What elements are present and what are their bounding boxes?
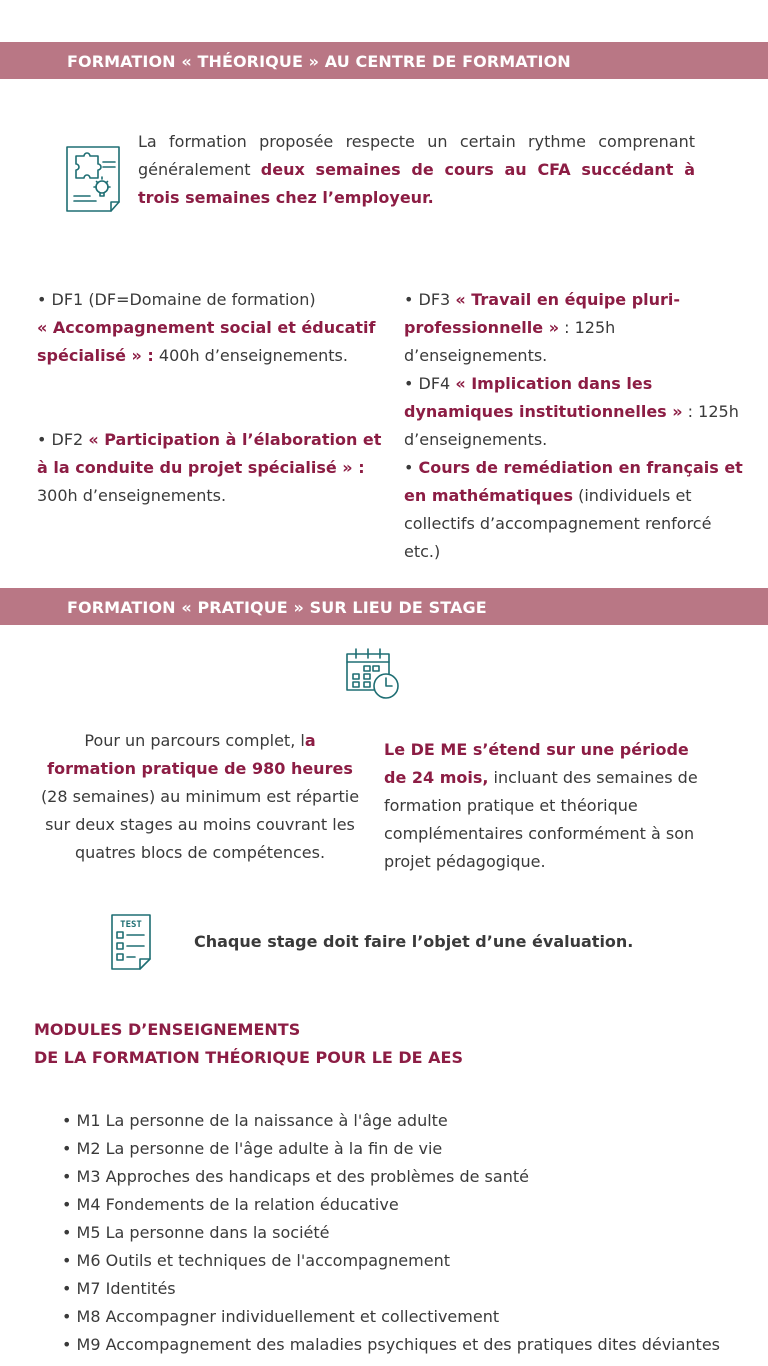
calendar-clock-icon xyxy=(344,646,402,700)
modules-title-line1: MODULES D’ENSEIGNEMENTS xyxy=(34,1020,301,1039)
modules-list xyxy=(62,1107,720,1359)
practice-right-accent: Le DE ME s’étend sur une période de 24 mois, xyxy=(384,740,689,787)
remediation-detail: (individuels et collectifs d’accompagnement renforcé etc.) xyxy=(404,486,712,561)
intro-paragraph xyxy=(138,128,695,212)
intro-plain-text: La formation proposée respecte un certain rythme comprenant généralement xyxy=(138,132,695,179)
df4-prefix: • DF4 xyxy=(404,374,456,393)
df1-hours: 400h d’enseignements. xyxy=(153,346,348,365)
section-title-pratique: FORMATION « PRATIQUE » SUR LIEU DE STAGE xyxy=(67,598,487,617)
practice-right-paragraph xyxy=(384,736,714,876)
df3-hours: : 125h d’enseignements. xyxy=(404,318,616,365)
module-item: • M7 Identités xyxy=(62,1275,720,1303)
df1-prefix: • DF1 (DF=Domaine de formation) xyxy=(37,290,316,309)
df1-title: « Accompagnement social et éducatif spécialisé » : xyxy=(37,318,376,365)
section-band-theorique xyxy=(0,42,768,79)
test-checklist-icon xyxy=(110,913,152,971)
practice-right-plain: incluant des semaines de formation pratique et théorique complémentaires conformément à son projet pédagogique. xyxy=(384,768,698,871)
domain-df2 xyxy=(37,426,382,510)
domain-df4 xyxy=(404,370,744,454)
section-title-theorique: FORMATION « THÉORIQUE » AU CENTRE DE FORMATION xyxy=(67,52,571,71)
domain-df3 xyxy=(404,286,744,370)
modules-title-line2: DE LA FORMATION THÉORIQUE POUR LE DE AES xyxy=(34,1048,463,1067)
modules-title xyxy=(34,1016,463,1072)
module-item: • M6 Outils et techniques de l'accompagnement xyxy=(62,1247,720,1275)
df2-title: « Participation à l’élaboration et à la conduite du projet spécialisé » : xyxy=(37,430,382,477)
intro-accent-text: deux semaines de cours au CFA succédant à trois semaines chez l’employeur. xyxy=(138,160,695,207)
section-band-pratique xyxy=(0,588,768,625)
domain-df1 xyxy=(37,286,382,370)
practice-left-paragraph xyxy=(40,727,360,867)
practice-left-plain1: Pour un parcours complet, l xyxy=(84,731,305,750)
module-item: • M3 Approches des handicaps et des problèmes de santé xyxy=(62,1163,720,1191)
df2-prefix: • DF2 xyxy=(37,430,89,449)
module-item: • M9 Accompagnement des maladies psychiques et des pratiques dites déviantes xyxy=(62,1331,720,1359)
puzzle-document-icon xyxy=(64,144,122,214)
df4-hours: : 125h d’enseignements. xyxy=(404,402,739,449)
domain-remediation xyxy=(404,454,744,566)
module-item: • M8 Accompagner individuellement et collectivement xyxy=(62,1303,720,1331)
remediation-prefix: • xyxy=(404,458,419,477)
module-item: • M4 Fondements de la relation éducative xyxy=(62,1191,720,1219)
remediation-title: Cours de remédiation en français et en mathématiques xyxy=(404,458,743,505)
practice-left-plain2: (28 semaines) au minimum est répartie sur deux stages au moins couvrant les quatres blocs de compétences. xyxy=(40,787,360,862)
df4-title: « Implication dans les dynamiques institutionnelles » xyxy=(404,374,683,421)
module-item: • M1 La personne de la naissance à l'âge adulte xyxy=(62,1107,720,1135)
df2-hours: 300h d’enseignements. xyxy=(37,486,227,505)
evaluation-statement: Chaque stage doit faire l’objet d’une évaluation. xyxy=(194,932,634,951)
df3-prefix: • DF3 xyxy=(404,290,456,309)
test-icon-label: TEST xyxy=(120,920,142,930)
df3-title: « Travail en équipe pluri-professionnelle » xyxy=(404,290,681,337)
module-item: • M2 La personne de l'âge adulte à la fin de vie xyxy=(62,1135,720,1163)
module-item: • M5 La personne dans la société xyxy=(62,1219,720,1247)
practice-left-accent: a formation pratique de 980 heures xyxy=(47,731,353,778)
